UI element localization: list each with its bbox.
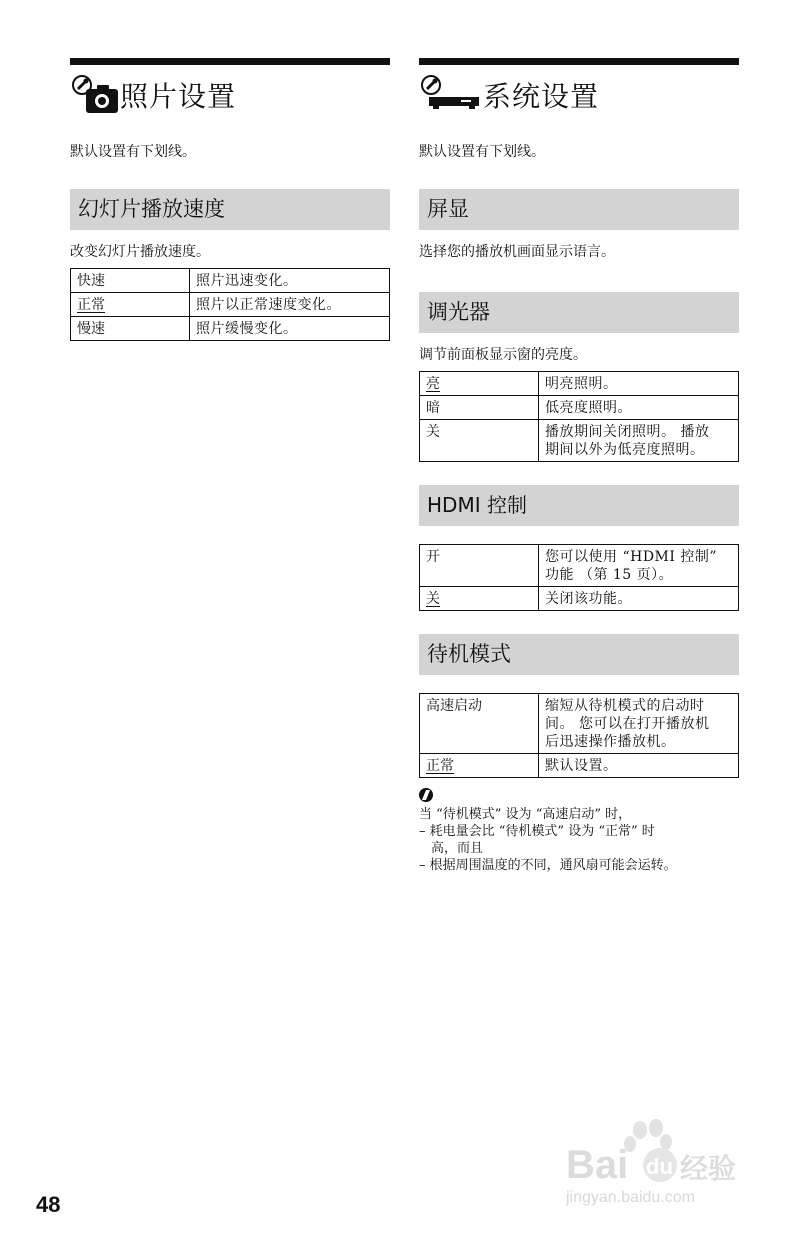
option-key: 慢速 <box>71 317 190 341</box>
option-value-line: 您可以使用 “HDMI 控制” <box>545 549 718 565</box>
option-key: 快速 <box>71 269 190 293</box>
page-title: 系统设置 <box>483 80 600 113</box>
paw-logo-icon <box>624 1119 672 1152</box>
option-value-line: 功能 （第 15 页）。 <box>545 567 674 583</box>
note-item: – 根据周围温度的不同，通风扇可能会运转。 <box>419 858 677 873</box>
camera-settings-icon <box>70 73 120 117</box>
table-row <box>420 754 739 778</box>
baidu-watermark <box>560 1118 760 1218</box>
option-key-default: 正常 <box>426 758 454 774</box>
note-line: 当 “待机模式” 设为 “高速启动” 时， <box>419 807 632 822</box>
table-row <box>420 396 739 420</box>
section-description: 选择您的播放机画面显示语言。 <box>419 244 615 260</box>
photo-settings-header <box>70 67 390 123</box>
section-heading-hdmi-control: HDMI 控制 <box>419 485 739 526</box>
system-settings-column <box>419 58 739 874</box>
standby-mode-table <box>419 693 739 778</box>
option-value: 默认设置。 <box>539 754 739 778</box>
table-row <box>71 317 390 341</box>
section-heading-osd: 屏显 <box>419 189 739 230</box>
top-rule <box>70 58 390 65</box>
table-row <box>71 269 390 293</box>
option-value: 照片缓慢变化。 <box>190 317 390 341</box>
note-block <box>419 806 739 874</box>
hdmi-control-table <box>419 544 739 611</box>
option-key: 开 <box>420 545 539 587</box>
dimmer-table <box>419 371 739 462</box>
watermark-label: 经验 <box>680 1152 737 1185</box>
option-value-line: 播放期间关闭照明。 播放 <box>545 424 710 440</box>
watermark-brand: Bai <box>566 1143 629 1187</box>
option-value-line: 后迅速操作播放机。 <box>545 734 676 750</box>
option-value: 关闭该功能。 <box>539 587 739 611</box>
table-row <box>420 694 739 754</box>
slideshow-speed-table <box>70 268 390 341</box>
note-item: – 耗电量会比 “待机模式” 设为 “正常” 时 高，而且 <box>419 824 655 856</box>
intro-text: 默认设置有下划线。 <box>419 144 545 160</box>
option-value-line: 间。 您可以在打开播放机 <box>545 716 710 732</box>
intro-text: 默认设置有下划线。 <box>70 144 196 160</box>
option-key: 暗 <box>420 396 539 420</box>
photo-settings-column <box>70 58 390 341</box>
option-key-default: 关 <box>426 591 440 607</box>
option-value-line: 缩短从待机模式的启动时 <box>545 698 705 714</box>
watermark-url: jingyan.baidu.com <box>566 1189 695 1206</box>
option-value-line: 期间以外为低亮度照明。 <box>545 442 705 458</box>
page-number: 48 <box>36 1192 61 1217</box>
system-settings-header <box>419 67 739 123</box>
section-description: 调节前面板显示窗的亮度。 <box>419 347 587 363</box>
table-row <box>420 545 739 587</box>
option-key-default: 亮 <box>426 376 440 392</box>
section-description: 改变幻灯片播放速度。 <box>70 244 210 260</box>
option-key: 高速启动 <box>420 694 539 754</box>
table-row <box>420 420 739 462</box>
option-key-default: 正常 <box>77 297 105 313</box>
option-key: 关 <box>420 420 539 462</box>
section-heading-slideshow-speed: 幻灯片播放速度 <box>70 189 390 230</box>
page-title: 照片设置 <box>120 80 237 113</box>
watermark-du: du <box>646 1154 673 1179</box>
note-icon <box>419 788 433 802</box>
option-value: 照片以正常速度变化。 <box>190 293 390 317</box>
section-heading-standby-mode: 待机模式 <box>419 634 739 675</box>
table-row <box>420 587 739 611</box>
player-settings-icon <box>419 73 483 117</box>
table-row <box>71 293 390 317</box>
section-heading-dimmer: 调光器 <box>419 292 739 333</box>
top-rule <box>419 58 739 65</box>
option-value: 明亮照明。 <box>539 372 739 396</box>
option-value: 照片迅速变化。 <box>190 269 390 293</box>
option-value: 低亮度照明。 <box>539 396 739 420</box>
table-row <box>420 372 739 396</box>
